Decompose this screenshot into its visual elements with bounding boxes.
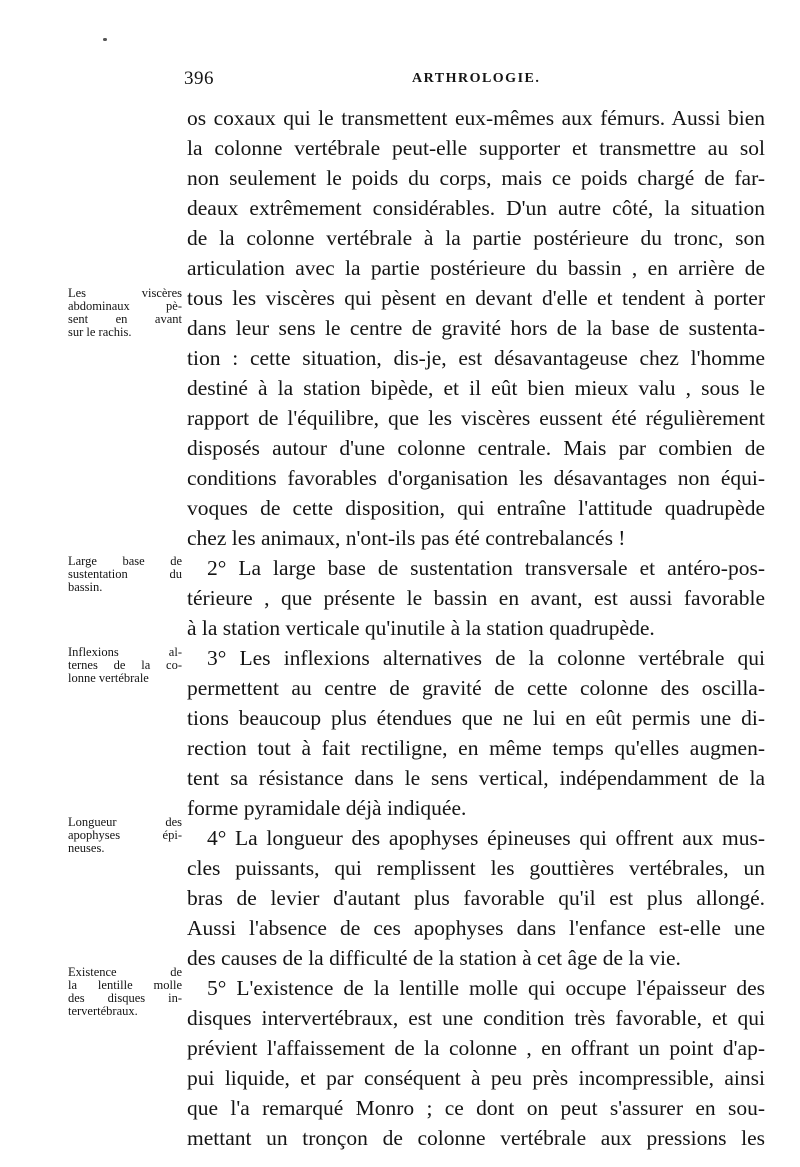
margin-note-line: sustentation du — [68, 568, 182, 581]
margin-note-visceres — [68, 287, 182, 339]
text-line: conditions favorables d'organisation les désavantages non équi- — [187, 466, 765, 490]
text-line: mettant un tronçon de colonne vertébrale aux pressions les — [187, 1126, 765, 1150]
margin-note-line: ternes de la co- — [68, 659, 182, 672]
text-line: 2° La large base de sustentation transversale et antéro-pos- — [207, 556, 765, 580]
text-line: des causes de la difficulté de la station à cet âge de la vie. — [187, 946, 681, 970]
text-line: bras de levier d'autant plus favorable qu'il est plus allongé. — [187, 886, 765, 910]
text-line: à la station verticale qu'inutile à la station quadrupède. — [187, 616, 655, 640]
text-line: forme pyramidale déjà indiquée. — [187, 796, 467, 820]
text-line: prévient l'affaissement de la colonne , en offrant un point d'ap- — [187, 1036, 765, 1060]
text-line: cles puissants, qui remplissent les gouttières vertébrales, un — [187, 856, 765, 880]
margin-note-line: Les viscères — [68, 287, 182, 300]
text-line: 3° Les inflexions alternatives de la colonne vertébrale qui — [207, 646, 765, 670]
text-line: destiné à la station bipède, et il eût bien mieux valu , sous le — [187, 376, 765, 400]
margin-note-line: bassin. — [68, 581, 103, 594]
margin-note-inflexions — [68, 646, 182, 685]
text-line: non seulement le poids du corps, mais ce poids chargé de far- — [187, 166, 765, 190]
margin-note-line: lonne vertébrale — [68, 672, 149, 685]
text-line: la colonne vertébrale peut-elle supporter et transmettre au sol — [187, 136, 765, 160]
page-header — [184, 68, 756, 98]
margin-note-existence — [68, 966, 182, 1018]
text-line: tion : cette situation, dis-je, est désavantageuse chez l'homme — [187, 346, 765, 370]
text-line: tions beaucoup plus étendues que ne lui en eût permis une di- — [187, 706, 765, 730]
margin-note-line: la lentille molle — [68, 979, 182, 992]
margin-note-base — [68, 555, 182, 594]
margin-note-line: neuses. — [68, 842, 105, 855]
margin-note-line: sur le rachis. — [68, 326, 132, 339]
text-line: dans leur sens le centre de gravité hors de la base de sustenta- — [187, 316, 765, 340]
page-number: 396 — [184, 68, 214, 89]
text-line: articulation avec la partie postérieure du bassin , en arrière de — [187, 256, 765, 280]
margin-note-line: apophyses épi- — [68, 829, 182, 842]
text-line: que l'a remarqué Monro ; ce dont on peut s'assurer en sou- — [187, 1096, 765, 1120]
text-line: 5° L'existence de la lentille molle qui occupe l'épaisseur des — [207, 976, 765, 1000]
running-title: ARTHROLOGIE. — [412, 71, 541, 86]
margin-note-line: abdominaux pè- — [68, 300, 182, 313]
text-line: de la colonne vertébrale à la partie postérieure du tronc, son — [187, 226, 765, 250]
margin-note-line: sent en avant — [68, 313, 182, 326]
text-line: pui liquide, et par conséquent à peu près incompressible, ainsi — [187, 1066, 765, 1090]
text-line: 4° La longueur des apophyses épineuses qui offrent aux mus- — [207, 826, 765, 850]
margin-note-line: Existence de — [68, 966, 182, 979]
text-line: voques de cette disposition, qui entraîne l'attitude quadrupède — [187, 496, 765, 520]
text-line: tous les viscères qui pèsent en devant d'elle et tendent à porter — [187, 286, 765, 310]
text-line: disques intervertébraux, est une condition très favorable, et qui — [187, 1006, 765, 1030]
margin-note-line: tervertébraux. — [68, 1005, 138, 1018]
ink-speck — [103, 38, 107, 41]
margin-note-line: Inflexions al- — [68, 646, 182, 659]
text-line: disposés autour d'une colonne centrale. Mais par combien de — [187, 436, 765, 460]
text-line: permettent au centre de gravité de cette colonne des oscilla- — [187, 676, 765, 700]
text-line: deaux extrêmement considérables. D'un autre côté, la situation — [187, 196, 765, 220]
text-line: os coxaux qui le transmettent eux-mêmes aux fémurs. Aussi bien — [187, 106, 765, 130]
margin-note-line: des disques in- — [68, 992, 182, 1005]
text-line: Aussi l'absence de ces apophyses dans l'enfance est-elle une — [187, 916, 765, 940]
text-line: tent sa résistance dans le sens vertical, indépendamment de la — [187, 766, 765, 790]
text-line: térieure , que présente le bassin en avant, est aussi favorable — [187, 586, 765, 610]
text-line: rection tout à fait rectiligne, en même temps qu'elles augmen- — [187, 736, 765, 760]
margin-note-line: Large base de — [68, 555, 182, 568]
text-line: chez les animaux, n'ont-ils pas été contrebalancés ! — [187, 526, 626, 550]
text-line: rapport de l'équilibre, que les viscères eussent été régulièrement — [187, 406, 765, 430]
margin-note-longueur — [68, 816, 182, 855]
margin-note-line: Longueur des — [68, 816, 182, 829]
